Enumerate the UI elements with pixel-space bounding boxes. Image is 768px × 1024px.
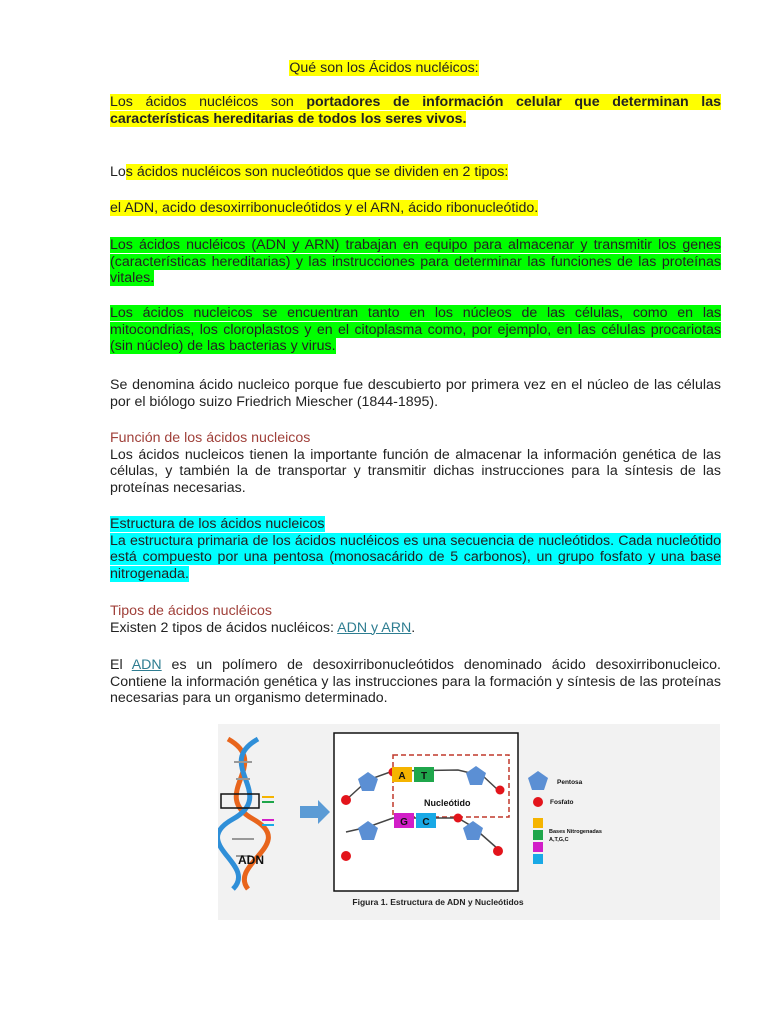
base-a-label: A	[398, 771, 406, 782]
adn-arn-link[interactable]: ADN y ARN	[337, 619, 412, 636]
phosphate-icon	[341, 795, 351, 805]
tipos-text: Existen 2 tipos de ácidos nucléicos: ADN y ARN.	[110, 619, 416, 636]
phosphate-icon	[493, 846, 503, 856]
figure-caption: Figura 1. Estructura de ADN y Nucleótidos	[352, 897, 524, 907]
phosphate-icon	[496, 786, 505, 795]
legend-phosphate-icon	[533, 797, 543, 807]
dna-figure	[218, 724, 720, 920]
dna-figure-svg	[218, 724, 720, 920]
adn-paragraph: El ADN es un polímero de desoxirribonucleótidos denominado ácido desoxirribonucleico. Contiene la información genética y las instrucciones para la formación y síntesis de las proteínas necesarias para un organismo determinado.	[110, 657, 721, 706]
adn-link[interactable]: ADN	[131, 657, 162, 673]
legend-bases-letters: A,T,G,C	[549, 837, 569, 843]
legend-base-blue	[533, 854, 543, 864]
funcion-section	[110, 430, 721, 496]
tipos-section	[110, 603, 721, 636]
legend-bases: Bases Nitrogenadas	[549, 829, 602, 835]
tipos-heading: Tipos de ácidos nucléicos	[110, 603, 272, 619]
page-title: Qué son los Ácidos nucléicos:	[289, 60, 479, 76]
estructura-section	[110, 516, 721, 582]
types-paragraph: Los ácidos nucléicos son nucleótidos que se dividen en 2 tipos:	[110, 164, 509, 180]
nucleotide-panel	[334, 733, 518, 891]
funcion-text: Los ácidos nucleicos tienen la importante función de almacenar la información genética de las células, y también la de transportar y transmitir dichas instrucciones para la síntesis de las proteínas necesarias.	[110, 446, 721, 496]
adn-arn-paragraph: el ADN, acido desoxirribonucleótidos y el ARN, ácido ribonucleótido.	[110, 200, 539, 216]
funcion-heading: Función de los ácidos nucleicos	[110, 430, 311, 446]
estructura-text: La estructura primaria de los ácidos nucléicos es una secuencia de nucleótidos. Cada nucleótido está compuesto por una pentosa (monosacárido de 5 carbonos), un grupo fosfato y una base nitrogenada.	[110, 532, 721, 582]
phosphate-icon	[454, 814, 463, 823]
legend-base-green	[533, 830, 543, 840]
legend-base-magenta	[533, 842, 543, 852]
base-c-label: C	[422, 817, 430, 828]
green-paragraph-2: Los ácidos nucleicos se encuentran tanto en los núcleos de las células, como en las mitocondrias, los cloroplastos y en el citoplasma como, por ejemplo, en las células procariotas (sin núcleo) de las bacterias y virus.	[110, 305, 721, 354]
legend-pentosa: Pentosa	[557, 779, 583, 786]
green-paragraph-1: Los ácidos nucléicos (ADN y ARN) trabajan en equipo para almacenar y transmitir los genes (características hereditarias) y las instrucciones para determinar las funciones de las proteínas vitales.	[110, 237, 721, 286]
base-t-label: T	[420, 771, 428, 782]
miescher-paragraph: Se denomina ácido nucleico porque fue descubierto por primera vez en el núcleo de las células por el biólogo suizo Friedrich Miescher (1844-1895).	[110, 377, 721, 410]
base-g-label: G	[400, 817, 408, 828]
legend-fosfato: Fosfato	[550, 799, 574, 806]
adn-figure-label: ADN	[238, 853, 264, 867]
estructura-heading: Estructura de los ácidos nucleicos	[110, 516, 325, 532]
phosphate-icon	[341, 851, 351, 861]
right-arrow-icon	[300, 800, 330, 824]
nucleotide-label: Nucleótido	[424, 798, 471, 808]
legend-base-orange	[533, 818, 543, 828]
legend-pentose-icon	[528, 771, 548, 790]
intro-paragraph: Los ácidos nucléicos son portadores de información celular que determinan las características hereditarias de todos los seres vivos.	[110, 94, 721, 127]
